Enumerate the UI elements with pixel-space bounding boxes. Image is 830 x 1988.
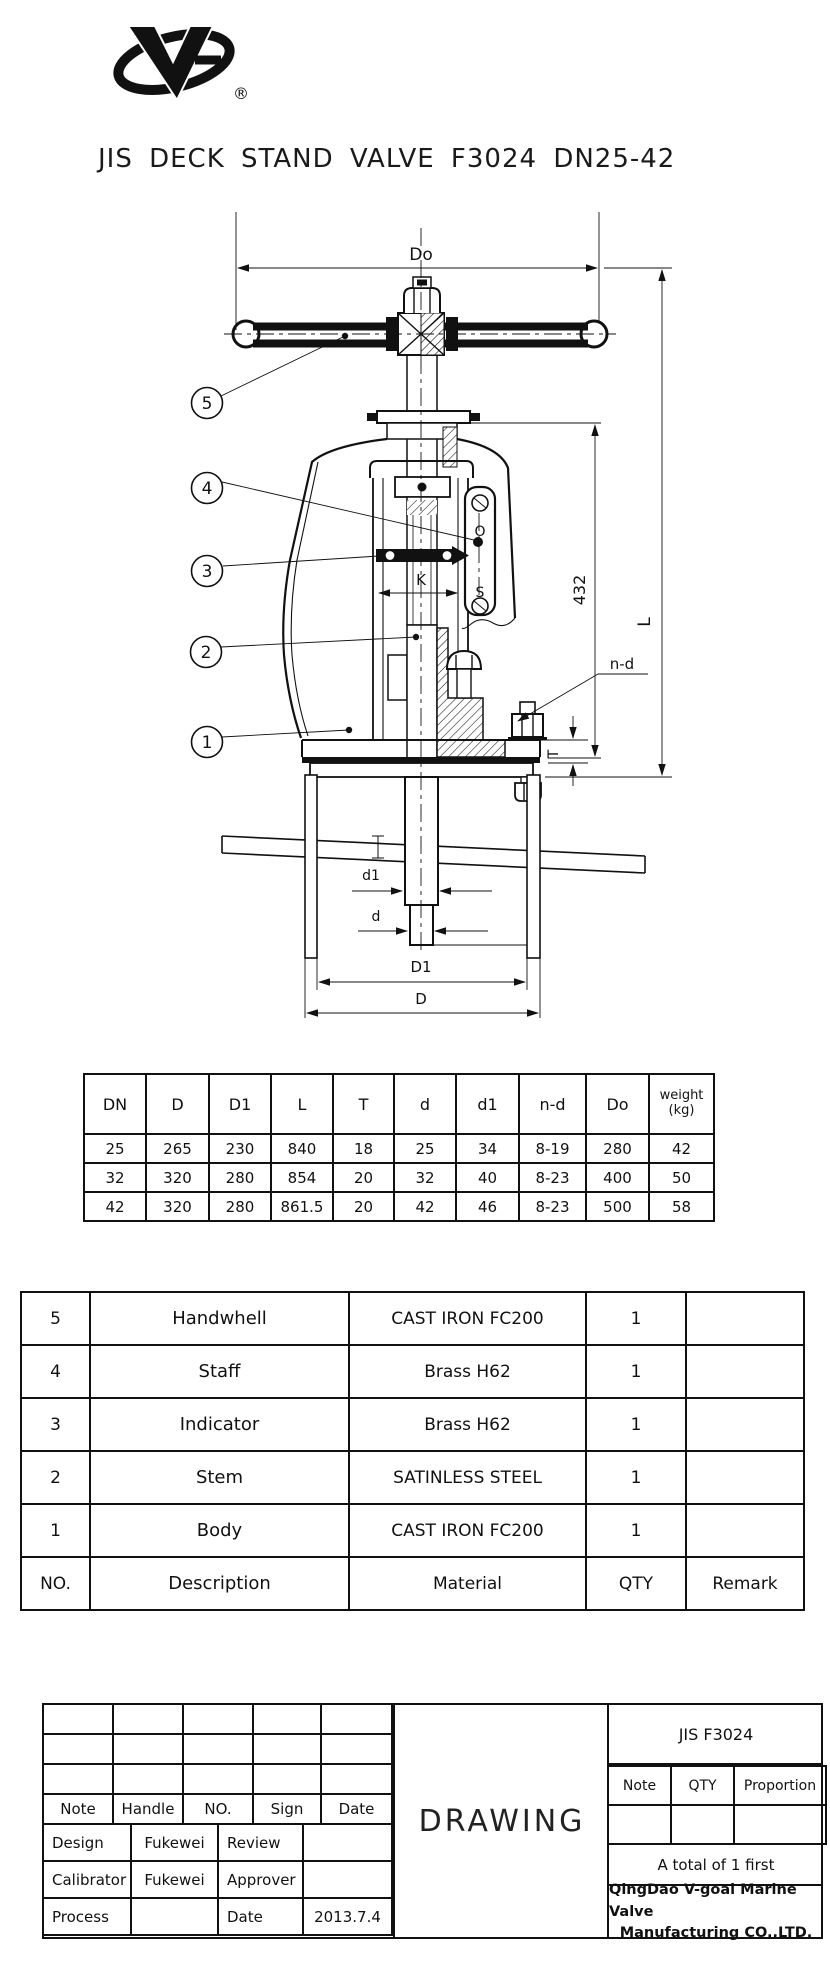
part-row: 2 Stem SATINLESS STEEL 1 (21, 1451, 804, 1504)
registered-mark: ® (233, 84, 249, 103)
review-label: Review (218, 1824, 303, 1861)
design-label: Design (43, 1824, 131, 1861)
callout-5: 5 (201, 394, 213, 414)
title-block-left (44, 1705, 393, 1936)
page-title: JIS DECK STAND VALVE F3024 DN25-42 (98, 144, 676, 174)
company-line1: QingDao V-goal Marine Valve (609, 1882, 797, 1920)
drawing-label: DRAWING (418, 1803, 586, 1839)
dims-row: 42 320 280 861.5 20 42 46 8-23 500 58 (84, 1192, 714, 1221)
process-name (131, 1898, 218, 1935)
model-number: JIS F3024 (609, 1705, 823, 1765)
calibrator-label: Calibrator (43, 1861, 131, 1898)
dims-row: 25 265 230 840 18 25 34 8-19 280 42 (84, 1134, 714, 1163)
dim-label-d-lower: d (371, 909, 381, 925)
title-block-center (393, 1705, 609, 1937)
dim-label-D: D (415, 990, 427, 1008)
revision-col-handle: Handle (113, 1794, 183, 1824)
design-name: Fukewei (131, 1824, 218, 1861)
stem (395, 439, 450, 625)
approver-name (303, 1861, 392, 1898)
indicator-open-label: O (474, 524, 486, 540)
date-value: 2013.7.4 (303, 1898, 392, 1935)
dim-label-l: L (635, 617, 655, 627)
callout-3: 3 (201, 562, 213, 582)
review-name (303, 1824, 392, 1861)
dim-label-k: K (416, 571, 426, 589)
valve-technical-drawing (0, 190, 830, 1020)
dims-header: D1 (209, 1074, 271, 1134)
dims-header: D (146, 1074, 209, 1134)
indicator-shut-label: S (475, 585, 485, 601)
weight-unit: (kg) (668, 1103, 695, 1118)
part-row: 1 Body CAST IRON FC200 1 (21, 1504, 804, 1557)
dim-label-nd: n-d (609, 655, 635, 673)
revision-col-sign: Sign (253, 1794, 321, 1824)
stem-nut (404, 277, 440, 313)
revision-col-note: Note (43, 1794, 113, 1824)
approver-label: Approver (218, 1861, 303, 1898)
dims-header: L (271, 1074, 333, 1134)
part-row: 5 Handwhell CAST IRON FC200 1 (21, 1292, 804, 1345)
proportion-grid (607, 1765, 827, 1845)
vgoal-logo (100, 20, 265, 105)
parts-footer-row: NO. Description Material QTY Remark (21, 1557, 804, 1610)
dims-header-weight (649, 1074, 714, 1134)
title-block-right (607, 1705, 823, 1941)
dims-header-row (84, 1074, 714, 1134)
callout-1: 1 (201, 733, 213, 753)
callout-2: 2 (200, 643, 212, 663)
dims-header: d1 (456, 1074, 519, 1134)
company-name (609, 1882, 823, 1941)
body-neck (388, 625, 505, 775)
dims-header: T (333, 1074, 394, 1134)
dim-label-D1: D1 (410, 958, 432, 976)
title-block (42, 1703, 823, 1939)
weight-label: weight (659, 1088, 704, 1104)
qty-col: QTY (671, 1766, 734, 1805)
dim-label-432: 432 (570, 574, 589, 606)
dim-label-do: Do (409, 245, 433, 265)
dims-header: Do (586, 1074, 649, 1134)
note-col: Note (608, 1766, 671, 1805)
part-row: 4 Staff Brass H62 1 (21, 1345, 804, 1398)
dimensions-table (83, 1073, 715, 1222)
revision-col-no: NO. (183, 1794, 253, 1824)
dims-header: DN (84, 1074, 146, 1134)
dims-header: d (394, 1074, 456, 1134)
dims-header: n-d (519, 1074, 586, 1134)
calibrator-name: Fukewei (131, 1861, 218, 1898)
proportion-col: Proportion (734, 1766, 826, 1805)
dim-label-d1-lower: d1 (362, 868, 380, 884)
company-line2: Manufacturing CO.,LTD. (619, 1924, 813, 1941)
date-label: Date (218, 1898, 303, 1935)
process-label: Process (43, 1898, 131, 1935)
callout-4: 4 (201, 479, 213, 499)
parts-table (20, 1291, 805, 1611)
signature-grid (42, 1823, 393, 1936)
part-row: 3 Indicator Brass H62 1 (21, 1398, 804, 1451)
dim-label-t: T (546, 749, 562, 759)
revision-grid (42, 1703, 393, 1825)
revision-col-date: Date (321, 1794, 392, 1824)
dims-row: 32 320 280 854 20 32 40 8-23 400 50 (84, 1163, 714, 1192)
sheet-total: A total of 1 first (609, 1845, 823, 1886)
